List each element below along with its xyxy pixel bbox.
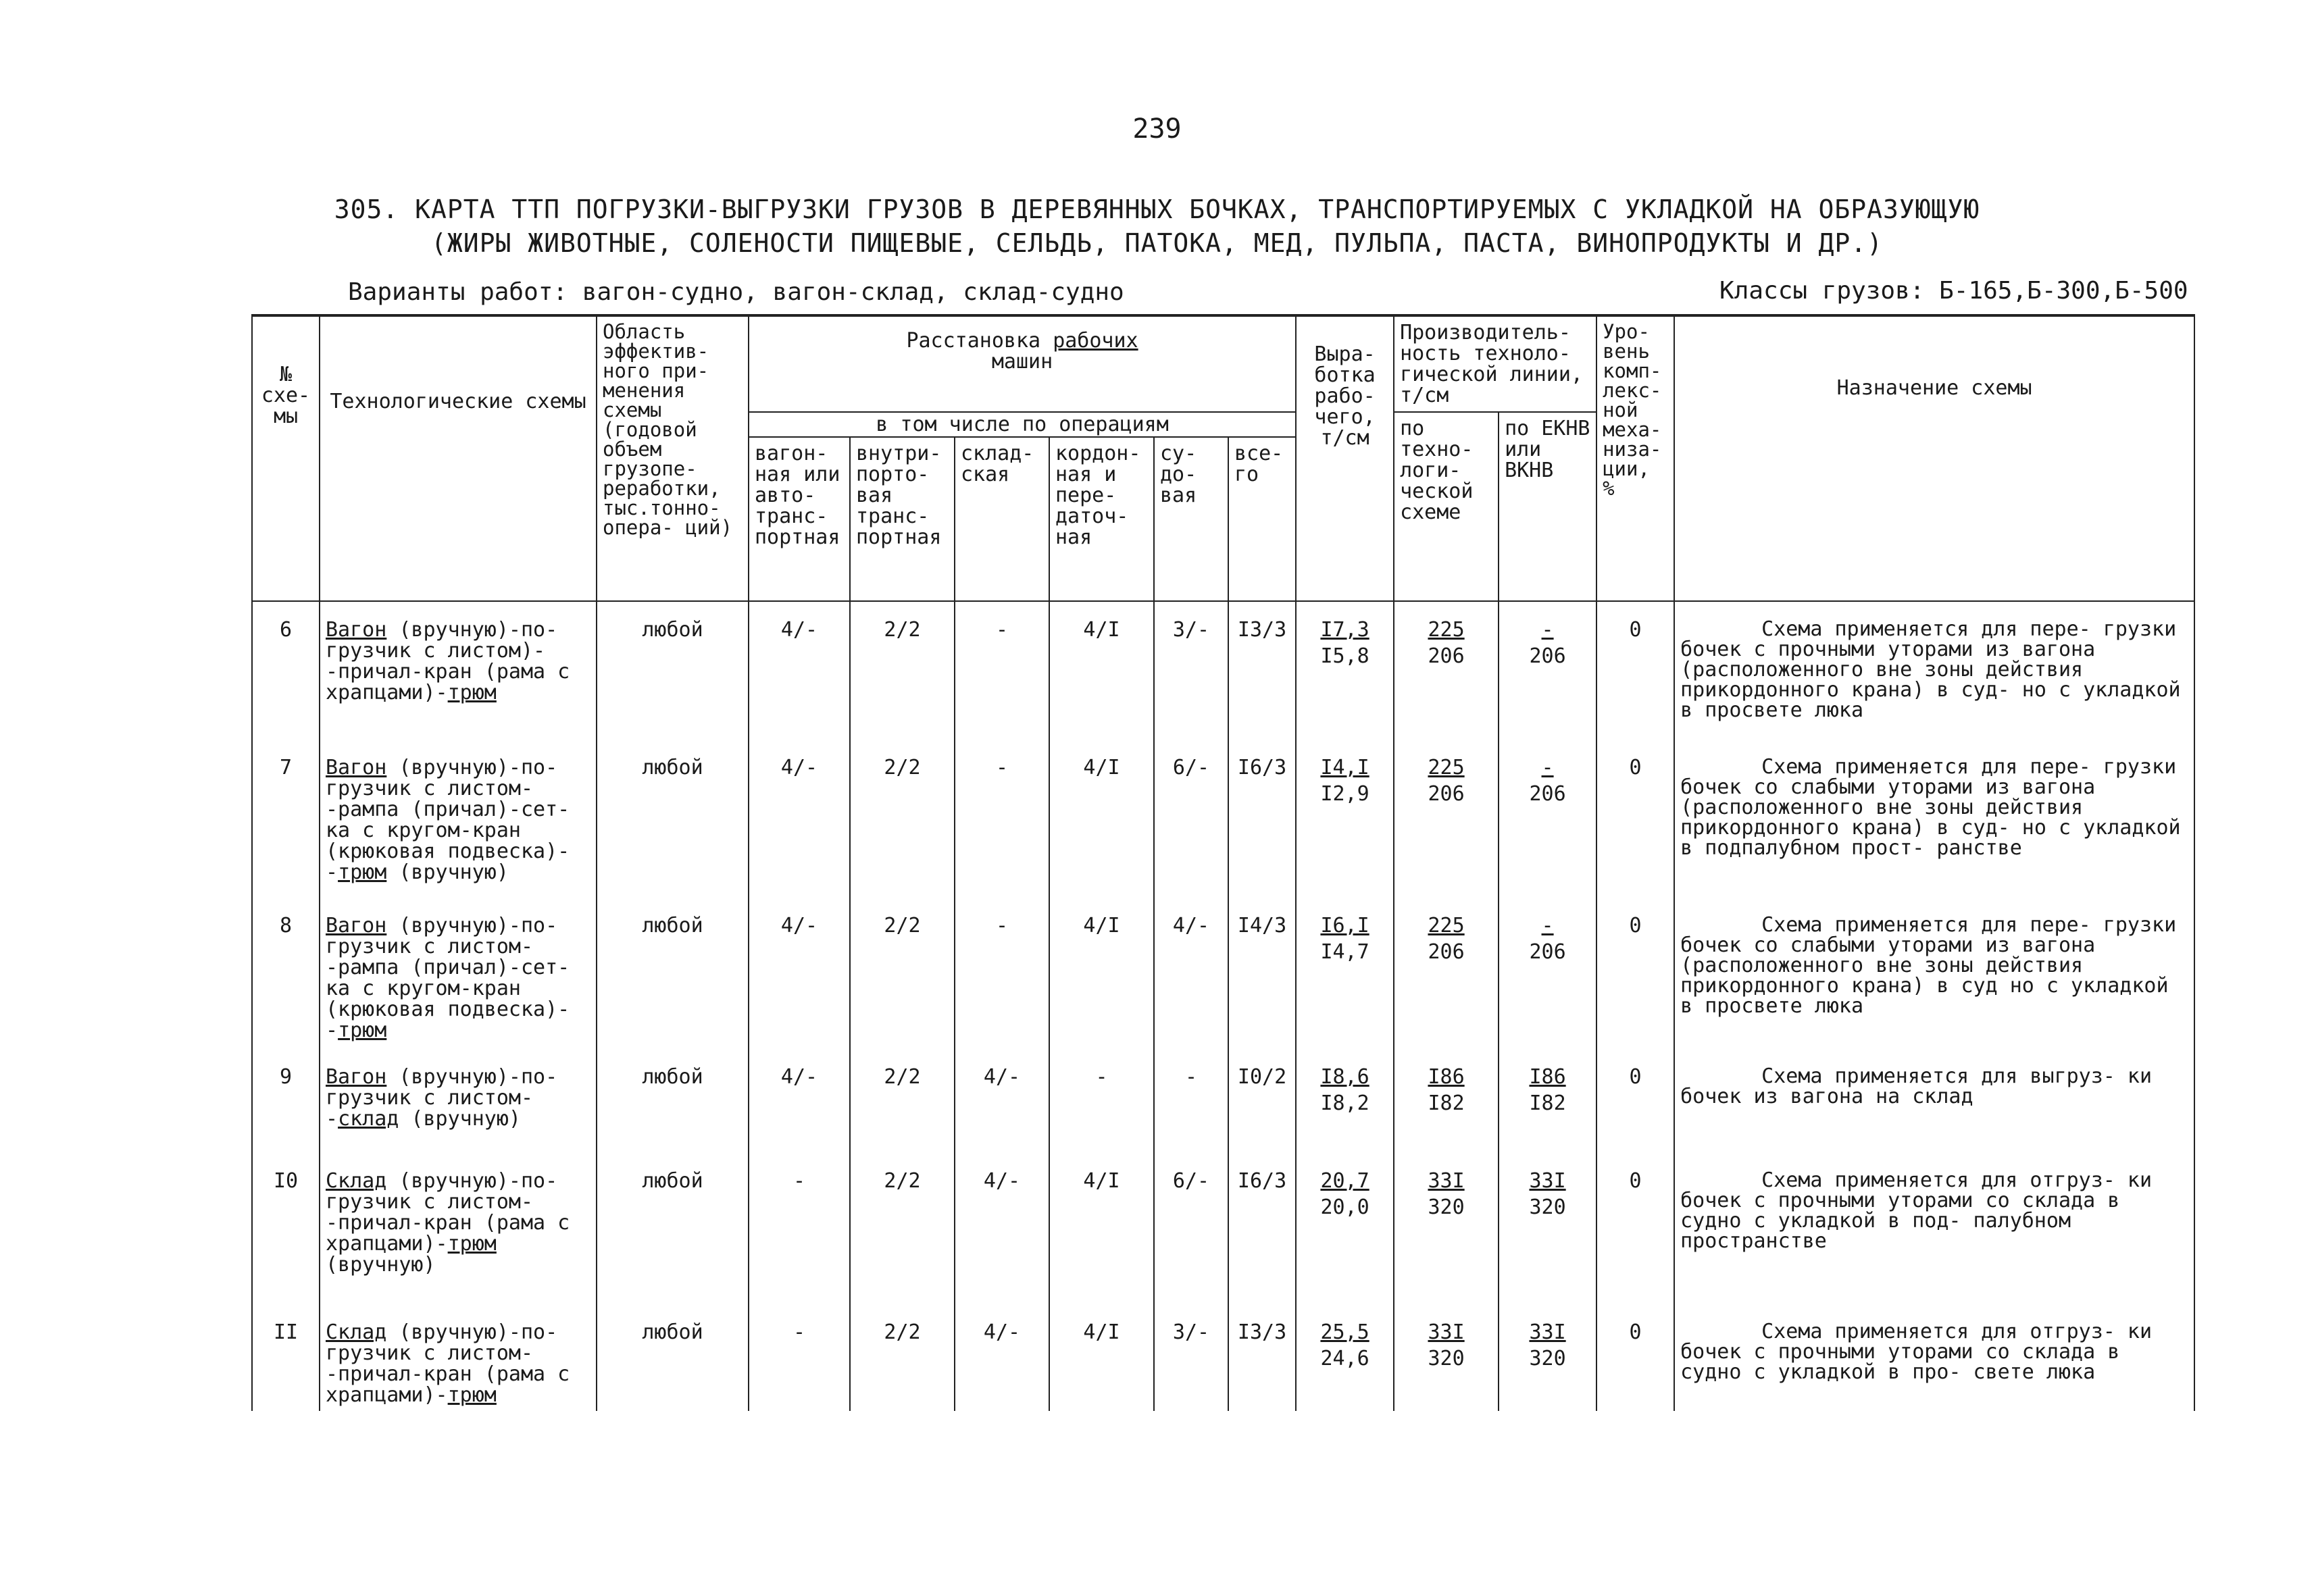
prod-eknv-actual: 206 — [1529, 940, 1566, 964]
prod-by-eknv — [1499, 1049, 1596, 1153]
worker-output — [1296, 601, 1394, 740]
scheme-text: (вручную)-по- грузчик с листом)- -причал-кран (рама с храпцами)- — [326, 618, 570, 704]
technology-card-table — [251, 314, 2195, 1411]
mechanization-level: 0 — [1596, 1304, 1674, 1411]
output-actual: I4,7 — [1320, 940, 1369, 964]
prod-eknv-actual: 206 — [1529, 782, 1566, 806]
output-norm: 25,5 — [1320, 1320, 1369, 1344]
application-area: любой — [597, 740, 749, 898]
scheme-description — [320, 601, 597, 740]
op-ship: - — [1154, 1049, 1228, 1153]
application-area: любой — [597, 1049, 749, 1153]
prod-scheme-actual: 320 — [1428, 1195, 1465, 1219]
scheme-start-point: Вагон — [326, 1065, 387, 1089]
worker-output — [1296, 740, 1394, 898]
op-internal-port: 2/2 — [850, 1304, 955, 1411]
application-area: любой — [597, 601, 749, 740]
scheme-text: (вручную)-по- грузчик с листом- - — [326, 1065, 558, 1131]
scheme-text: (вручную)-по- грузчик с листом- -причал-кран (рама с храпцами)- — [326, 1169, 570, 1256]
scheme-text: (вручную) — [326, 1253, 436, 1277]
worker-output — [1296, 1304, 1394, 1411]
mechanization-level: 0 — [1596, 1049, 1674, 1153]
table-row — [252, 898, 2194, 1049]
scheme-description — [320, 740, 597, 898]
scheme-end-point: трюм — [447, 1383, 497, 1407]
page-number: 239 — [1132, 113, 1182, 145]
prod-eknv-actual: 206 — [1529, 644, 1566, 668]
header-productivity: Производитель- ность техноло- гической линии, т/см — [1394, 315, 1596, 412]
header-worker-placement-workers: рабочих — [1053, 329, 1138, 353]
op-total: I0/2 — [1228, 1049, 1296, 1153]
output-norm: I4,I — [1320, 756, 1369, 779]
scheme-number: 7 — [252, 740, 320, 898]
output-actual: I8,2 — [1320, 1091, 1369, 1115]
scheme-start-point: Склад — [326, 1169, 387, 1193]
table-row — [252, 601, 2194, 740]
op-cordon: - — [1049, 1049, 1154, 1153]
header-mechanization-level: Уро- вень комп- лекс- ной меха- низа- ции, % — [1596, 315, 1674, 601]
header-op-wagon: вагон- ная или авто- транс- портная — [749, 437, 850, 601]
scheme-text: (вручную) — [386, 860, 509, 884]
prod-by-eknv — [1499, 1304, 1596, 1411]
header-op-total: все- го — [1228, 437, 1296, 601]
scheme-end-point: трюм — [447, 681, 497, 704]
mechanization-level: 0 — [1596, 1153, 1674, 1304]
prod-scheme-actual: 206 — [1428, 782, 1465, 806]
application-area: любой — [597, 898, 749, 1049]
header-technological-schemes: Технологические схемы — [320, 315, 597, 601]
header-prod-by-scheme: по техно- логи- ческой схеме — [1394, 412, 1499, 601]
cargo-classes: Классы грузов: Б-165,Б-300,Б-500 — [1719, 277, 2188, 305]
scheme-number: 9 — [252, 1049, 320, 1153]
header-op-internal-port: внутри- порто- вая транс- портная — [850, 437, 955, 601]
op-total: I3/3 — [1228, 601, 1296, 740]
output-actual: I2,9 — [1320, 782, 1369, 806]
op-wagon: - — [749, 1304, 850, 1411]
op-cordon: 4/I — [1049, 601, 1154, 740]
scheme-text: (вручную)-по- грузчик с листом- -причал-кран (рама с храпцами)- — [326, 1320, 570, 1407]
prod-by-eknv — [1499, 740, 1596, 898]
prod-scheme-actual: I82 — [1428, 1091, 1465, 1115]
op-warehouse: 4/- — [955, 1049, 1049, 1153]
prod-by-scheme — [1394, 1153, 1499, 1304]
prod-scheme-norm: 225 — [1428, 756, 1465, 779]
scheme-end-point: трюм — [338, 860, 387, 884]
op-ship: 6/- — [1154, 740, 1228, 898]
prod-eknv-norm: - — [1541, 618, 1554, 642]
scheme-description — [320, 1049, 597, 1153]
prod-by-eknv — [1499, 1153, 1596, 1304]
op-cordon: 4/I — [1049, 1153, 1154, 1304]
op-total: I6/3 — [1228, 1153, 1296, 1304]
output-norm: 20,7 — [1320, 1169, 1369, 1193]
header-scheme-number: № схе- мы — [252, 315, 320, 601]
op-total: I6/3 — [1228, 740, 1296, 898]
output-norm: I6,I — [1320, 914, 1369, 937]
header-including-operations: в том числе по операциям — [749, 412, 1296, 437]
output-actual: 20,0 — [1320, 1195, 1369, 1219]
op-internal-port: 2/2 — [850, 898, 955, 1049]
op-wagon: 4/- — [749, 898, 850, 1049]
prod-scheme-norm: I86 — [1428, 1065, 1465, 1089]
prod-eknv-actual: 320 — [1529, 1347, 1566, 1370]
scheme-start-point: Вагон — [326, 618, 387, 642]
scheme-purpose: Схема применяется для пере- грузки бочек со слабыми уторами из вагона (расположенного вне зоны действия прикордонного крана) в суд но с укладкой в просвете люка — [1674, 898, 2194, 1049]
scheme-start-point: Вагон — [326, 914, 387, 937]
prod-scheme-actual: 320 — [1428, 1347, 1465, 1370]
application-area: любой — [597, 1153, 749, 1304]
header-worker-placement-label: Расстановка — [906, 329, 1053, 353]
mechanization-level: 0 — [1596, 601, 1674, 740]
prod-eknv-actual: I82 — [1529, 1091, 1566, 1115]
scheme-end-point: трюм — [447, 1232, 497, 1256]
scheme-end-point: трюм — [338, 1019, 387, 1042]
table-row — [252, 740, 2194, 898]
prod-scheme-actual: 206 — [1428, 644, 1465, 668]
scheme-number: 6 — [252, 601, 320, 740]
output-actual: 24,6 — [1320, 1347, 1369, 1370]
scheme-start-point: Вагон — [326, 756, 387, 779]
header-worker-output: Выра- ботка рабо- чего, т/см — [1296, 315, 1394, 601]
table-row — [252, 1304, 2194, 1411]
prod-scheme-actual: 206 — [1428, 940, 1465, 964]
prod-by-eknv — [1499, 601, 1596, 740]
op-internal-port: 2/2 — [850, 1153, 955, 1304]
prod-by-scheme — [1394, 1304, 1499, 1411]
output-norm: I8,6 — [1320, 1065, 1369, 1089]
prod-scheme-norm: 33I — [1428, 1169, 1465, 1193]
op-ship: 4/- — [1154, 898, 1228, 1049]
prod-scheme-norm: 33I — [1428, 1320, 1465, 1344]
prod-eknv-norm: - — [1541, 914, 1554, 937]
prod-by-scheme — [1394, 740, 1499, 898]
scheme-start-point: Склад — [326, 1320, 387, 1344]
output-norm: I7,3 — [1320, 618, 1369, 642]
header-op-ship: су- до- вая — [1154, 437, 1228, 601]
prod-by-scheme — [1394, 1049, 1499, 1153]
prod-by-eknv — [1499, 898, 1596, 1049]
prod-eknv-actual: 320 — [1529, 1195, 1566, 1219]
header-scheme-purpose: Назначение схемы — [1674, 315, 2194, 601]
op-internal-port: 2/2 — [850, 601, 955, 740]
scheme-description — [320, 1153, 597, 1304]
scheme-purpose: Схема применяется для пере- грузки бочек со слабыми уторами из вагона (расположенного вне зоны действия прикордонного крана) в суд- но с укладкой в подпалубном прост- ранстве — [1674, 740, 2194, 898]
header-op-warehouse: склад- ская — [955, 437, 1049, 601]
op-ship: 3/- — [1154, 1304, 1228, 1411]
prod-by-scheme — [1394, 898, 1499, 1049]
op-warehouse: - — [955, 898, 1049, 1049]
op-total: I3/3 — [1228, 1304, 1296, 1411]
work-variants: Варианты работ: вагон-судно, вагон-склад, склад-судно — [348, 278, 1124, 306]
op-wagon: - — [749, 1153, 850, 1304]
op-wagon: 4/- — [749, 740, 850, 898]
header-worker-placement-machines: машин — [991, 350, 1053, 374]
op-warehouse: 4/- — [955, 1153, 1049, 1304]
scheme-description — [320, 898, 597, 1049]
mechanization-level: 0 — [1596, 898, 1674, 1049]
scheme-number: II — [252, 1304, 320, 1411]
scheme-purpose: Схема применяется для отгруз- ки бочек с прочными уторами со склада в судно с укладкой в про- свете люка — [1674, 1304, 2194, 1411]
header-prod-by-eknv: по ЕКНВ или ВКНВ — [1499, 412, 1596, 601]
scheme-text: (вручную)-по- грузчик с листом- -рампа (причал)-сет- ка с кругом-кран (крюковая подвеска)- - — [326, 756, 570, 884]
op-warehouse: - — [955, 601, 1049, 740]
header-op-cordon: кордон- ная и пере- даточ- ная — [1049, 437, 1154, 601]
scheme-description — [320, 1304, 597, 1411]
application-area: любой — [597, 1304, 749, 1411]
mechanization-level: 0 — [1596, 740, 1674, 898]
prod-scheme-norm: 225 — [1428, 618, 1465, 642]
op-internal-port: 2/2 — [850, 740, 955, 898]
scheme-text: (вручную) — [399, 1107, 521, 1131]
output-actual: I5,8 — [1320, 644, 1369, 668]
scheme-purpose: Схема применяется для отгруз- ки бочек с прочными уторами со склада в судно с укладкой в под- палубном пространстве — [1674, 1153, 2194, 1304]
scheme-text: (вручную)-по- грузчик с листом- -рампа (причал)-сет- ка с кругом-кран (крюковая подвеска)- - — [326, 914, 570, 1042]
op-warehouse: 4/- — [955, 1304, 1049, 1411]
op-ship: 6/- — [1154, 1153, 1228, 1304]
op-cordon: 4/I — [1049, 740, 1154, 898]
scheme-number: 8 — [252, 898, 320, 1049]
op-total: I4/3 — [1228, 898, 1296, 1049]
prod-eknv-norm: I86 — [1529, 1065, 1566, 1089]
prod-by-scheme — [1394, 601, 1499, 740]
op-ship: 3/- — [1154, 601, 1228, 740]
table-row — [252, 1049, 2194, 1153]
prod-eknv-norm: 33I — [1529, 1169, 1566, 1193]
prod-eknv-norm: 33I — [1529, 1320, 1566, 1344]
op-wagon: 4/- — [749, 1049, 850, 1153]
worker-output — [1296, 898, 1394, 1049]
scheme-purpose: Схема применяется для выгруз- ки бочек из вагона на склад — [1674, 1049, 2194, 1153]
table-row — [252, 1153, 2194, 1304]
op-wagon: 4/- — [749, 601, 850, 740]
op-cordon: 4/I — [1049, 898, 1154, 1049]
worker-output — [1296, 1049, 1394, 1153]
scheme-number: I0 — [252, 1153, 320, 1304]
op-internal-port: 2/2 — [850, 1049, 955, 1153]
header-worker-placement — [749, 315, 1296, 412]
document-subtitle: (ЖИРЫ ЖИВОТНЫЕ, СОЛЕНОСТИ ПИЩЕВЫЕ, СЕЛЬДЬ, ПАТОКА, МЕД, ПУЛЬПА, ПАСТА, ВИНОПРОДУКТЫ И ДР.) — [430, 228, 1883, 258]
worker-output — [1296, 1153, 1394, 1304]
prod-eknv-norm: - — [1541, 756, 1554, 779]
op-warehouse: - — [955, 740, 1049, 898]
op-cordon: 4/I — [1049, 1304, 1154, 1411]
header-application-area: Область эффектив- ного при- менения схемы (годовой объем грузопе- реработки, тыс.тонно-опера- ций) — [597, 315, 749, 601]
prod-scheme-norm: 225 — [1428, 914, 1465, 937]
scheme-purpose: Схема применяется для пере- грузки бочек с прочными уторами из вагона (расположенного вне зоны действия прикордонного крана) в суд- но с укладкой в просвете люка — [1674, 601, 2194, 740]
document-title: 305. КАРТА ТТП ПОГРУЗКИ-ВЫГРУЗКИ ГРУЗОВ В ДЕРЕВЯННЫХ БОЧКАХ, ТРАНСПОРТИРУЕМЫХ С УКЛАДКОЙ НА ОБРАЗУЮЩУЮ — [334, 195, 1980, 224]
scheme-end-point: склад — [338, 1107, 399, 1131]
